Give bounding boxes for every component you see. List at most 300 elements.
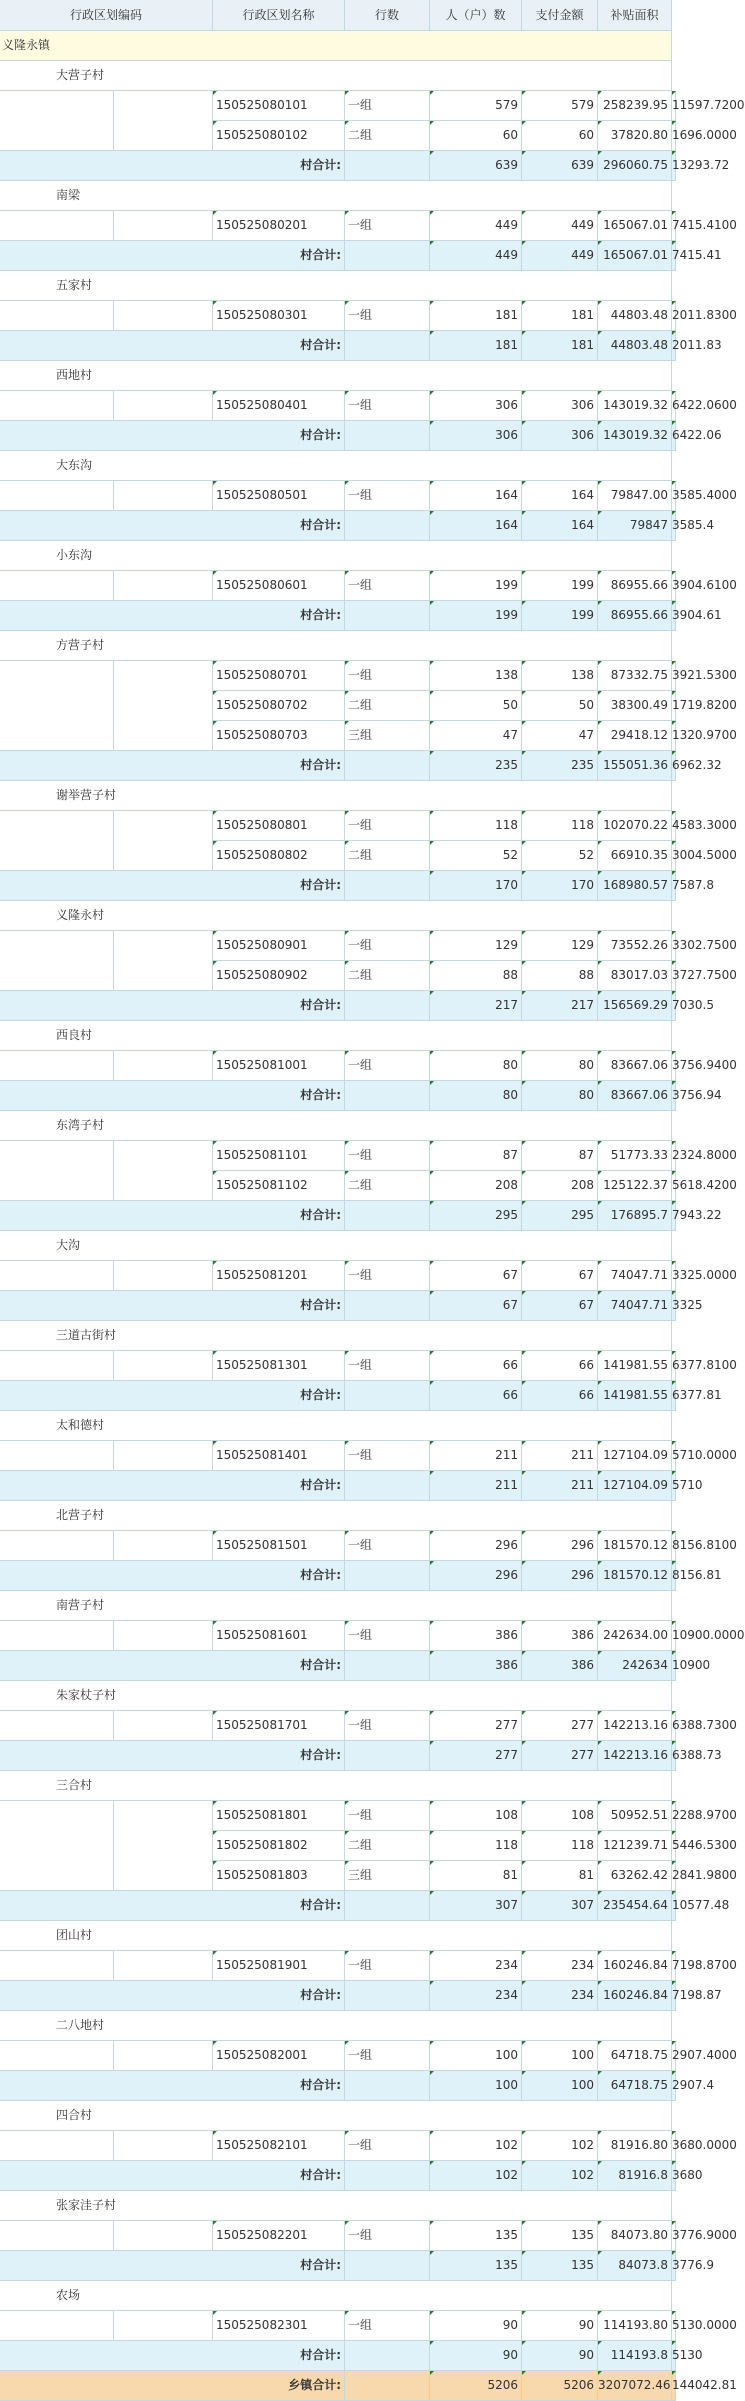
village-name: 大营子村 (0, 61, 672, 91)
subsidy-area: 3756.9400 (672, 1051, 676, 1081)
subsidy-area: 3904.6100 (672, 571, 676, 601)
subtotal-subsidy-area: 3756.94 (672, 1081, 676, 1111)
payment-amount: 86955.66 (598, 571, 672, 601)
subtotal-subsidy-area: 7415.41 (672, 241, 676, 271)
division-name: 一组 (345, 1951, 430, 1981)
village-subtotal-label: 村合计: (0, 871, 345, 901)
payment-amount: 83667.06 (598, 1051, 672, 1081)
division-name: 三组 (345, 1861, 430, 1891)
subtotal-row-count: 277 (430, 1741, 522, 1771)
blank-cell (114, 661, 213, 751)
subtotal-household-count: 277 (522, 1741, 598, 1771)
village-name: 团山村 (0, 1921, 672, 1951)
blank-cell (114, 301, 213, 331)
row-count: 118 (430, 1831, 522, 1861)
subtotal-subsidy-area: 6422.06 (672, 421, 676, 451)
subtotal-household-count: 164 (522, 511, 598, 541)
blank-cell (114, 391, 213, 421)
village-name: 大沟 (0, 1231, 672, 1261)
payment-amount: 125122.37 (598, 1171, 672, 1201)
division-code: 150525081801 (213, 1801, 345, 1831)
village-subtotal-label: 村合计: (0, 1291, 345, 1321)
village-name: 谢举营子村 (0, 781, 672, 811)
division-code: 150525080201 (213, 211, 345, 241)
subtotal-payment-amount: 81916.8 (598, 2161, 672, 2191)
subsidy-area: 8156.8100 (672, 1531, 676, 1561)
division-code: 150525080101 (213, 91, 345, 121)
row-count: 108 (430, 1801, 522, 1831)
blank-cell (0, 2041, 114, 2071)
subtotal-row-count: 102 (430, 2161, 522, 2191)
division-code: 150525080801 (213, 811, 345, 841)
row-count: 80 (430, 1051, 522, 1081)
blank-cell (0, 1441, 114, 1471)
blank-cell (0, 571, 114, 601)
division-code: 150525081901 (213, 1951, 345, 1981)
village-name: 五家村 (0, 271, 672, 301)
division-name: 一组 (345, 1711, 430, 1741)
household-count: 80 (522, 1051, 598, 1081)
village-name: 西良村 (0, 1021, 672, 1051)
blank-cell (114, 1801, 213, 1891)
subsidy-area: 11597.7200 (672, 91, 676, 121)
payment-amount: 102070.22 (598, 811, 672, 841)
row-count: 81 (430, 1861, 522, 1891)
subtotal-payment-amount: 160246.84 (598, 1981, 672, 2011)
blank-cell (114, 481, 213, 511)
division-name: 一组 (345, 2221, 430, 2251)
subtotal-subsidy-area: 3776.9 (672, 2251, 676, 2281)
blank-cell (345, 2371, 430, 2401)
subsidy-area: 3585.4000 (672, 481, 676, 511)
row-count: 277 (430, 1711, 522, 1741)
subtotal-payment-amount: 156569.29 (598, 991, 672, 1021)
household-count: 234 (522, 1951, 598, 1981)
payment-amount: 242634.00 (598, 1621, 672, 1651)
division-name: 二组 (345, 1831, 430, 1861)
subsidy-area: 3004.5000 (672, 841, 676, 871)
payment-amount: 64718.75 (598, 2041, 672, 2071)
subtotal-payment-amount: 176895.7 (598, 1201, 672, 1231)
payment-amount: 44803.48 (598, 301, 672, 331)
subsidy-area: 2841.9800 (672, 1861, 676, 1891)
subsidy-area: 2288.9700 (672, 1801, 676, 1831)
subtotal-row-count: 295 (430, 1201, 522, 1231)
row-count: 199 (430, 571, 522, 601)
town-total-label: 乡镇合计: (0, 2371, 345, 2401)
division-code: 150525080902 (213, 961, 345, 991)
subtotal-payment-amount: 168980.57 (598, 871, 672, 901)
household-count: 88 (522, 961, 598, 991)
division-name: 一组 (345, 211, 430, 241)
payment-amount: 165067.01 (598, 211, 672, 241)
village-subtotal-label: 村合计: (0, 421, 345, 451)
blank-cell (114, 1261, 213, 1291)
subtotal-row-count: 307 (430, 1891, 522, 1921)
subtotal-subsidy-area: 2011.83 (672, 331, 676, 361)
blank-cell (0, 1351, 114, 1381)
subtotal-payment-amount: 235454.64 (598, 1891, 672, 1921)
row-count: 181 (430, 301, 522, 331)
subtotal-subsidy-area: 7198.87 (672, 1981, 676, 2011)
division-name: 一组 (345, 1351, 430, 1381)
village-subtotal-label: 村合计: (0, 2341, 345, 2371)
subtotal-payment-amount: 242634 (598, 1651, 672, 1681)
blank-cell (0, 1051, 114, 1081)
household-count: 306 (522, 391, 598, 421)
village-name: 太和德村 (0, 1411, 672, 1441)
division-code: 150525080802 (213, 841, 345, 871)
subtotal-payment-amount: 114193.8 (598, 2341, 672, 2371)
village-name: 北营子村 (0, 1501, 672, 1531)
subtotal-row-count: 181 (430, 331, 522, 361)
blank-cell (114, 211, 213, 241)
subtotal-household-count: 234 (522, 1981, 598, 2011)
row-count: 90 (430, 2311, 522, 2341)
subtotal-subsidy-area: 7030.5 (672, 991, 676, 1021)
blank-cell (114, 91, 213, 151)
subsidy-area: 2324.8000 (672, 1141, 676, 1171)
subtotal-subsidy-area: 5130 (672, 2341, 676, 2371)
village-subtotal-label: 村合计: (0, 2251, 345, 2281)
subtotal-payment-amount: 155051.36 (598, 751, 672, 781)
household-count: 47 (522, 721, 598, 751)
subtotal-row-count: 234 (430, 1981, 522, 2011)
blank-cell (345, 1741, 430, 1771)
subtotal-subsidy-area: 6388.73 (672, 1741, 676, 1771)
payment-amount: 51773.33 (598, 1141, 672, 1171)
division-name: 二组 (345, 121, 430, 151)
household-count: 81 (522, 1861, 598, 1891)
blank-cell (0, 481, 114, 511)
blank-cell (345, 2071, 430, 2101)
division-name: 一组 (345, 1141, 430, 1171)
subtotal-household-count: 295 (522, 1201, 598, 1231)
blank-cell (345, 2161, 430, 2191)
blank-cell (0, 1951, 114, 1981)
subtotal-row-count: 217 (430, 991, 522, 1021)
village-name: 三道古街村 (0, 1321, 672, 1351)
subtotal-payment-amount: 84073.8 (598, 2251, 672, 2281)
blank-cell (345, 1081, 430, 1111)
subtotal-row-count: 67 (430, 1291, 522, 1321)
subtotal-household-count: 199 (522, 601, 598, 631)
blank-cell (345, 751, 430, 781)
header-payment-amount: 支付金额 (522, 0, 598, 31)
row-count: 306 (430, 391, 522, 421)
row-count: 211 (430, 1441, 522, 1471)
payment-amount: 74047.71 (598, 1261, 672, 1291)
row-count: 138 (430, 661, 522, 691)
subtotal-payment-amount: 79847 (598, 511, 672, 541)
blank-cell (345, 1291, 430, 1321)
division-code: 150525081803 (213, 1861, 345, 1891)
division-code: 150525081102 (213, 1171, 345, 1201)
blank-cell (114, 2041, 213, 2071)
payment-amount: 114193.80 (598, 2311, 672, 2341)
blank-cell (345, 2341, 430, 2371)
subsidy-area: 3727.7500 (672, 961, 676, 991)
blank-cell (345, 991, 430, 1021)
division-name: 一组 (345, 2311, 430, 2341)
blank-cell (345, 1981, 430, 2011)
subtotal-row-count: 235 (430, 751, 522, 781)
blank-cell (345, 241, 430, 271)
subtotal-row-count: 164 (430, 511, 522, 541)
division-name: 二组 (345, 1171, 430, 1201)
blank-cell (0, 2221, 114, 2251)
subtotal-household-count: 449 (522, 241, 598, 271)
blank-cell (345, 2251, 430, 2281)
row-count: 52 (430, 841, 522, 871)
village-subtotal-label: 村合计: (0, 2161, 345, 2191)
row-count: 386 (430, 1621, 522, 1651)
subtotal-subsidy-area: 8156.81 (672, 1561, 676, 1591)
subtotal-row-count: 66 (430, 1381, 522, 1411)
household-count: 579 (522, 91, 598, 121)
subsidy-area: 1719.8200 (672, 691, 676, 721)
row-count: 50 (430, 691, 522, 721)
subsidy-area: 5446.5300 (672, 1831, 676, 1861)
payment-amount: 79847.00 (598, 481, 672, 511)
village-subtotal-label: 村合计: (0, 1081, 345, 1111)
blank-cell (0, 931, 114, 991)
blank-cell (0, 1261, 114, 1291)
village-name: 四合村 (0, 2101, 672, 2131)
blank-cell (114, 1621, 213, 1651)
division-code: 150525081701 (213, 1711, 345, 1741)
division-code: 150525082201 (213, 2221, 345, 2251)
division-code: 150525081802 (213, 1831, 345, 1861)
subsidy-area: 3776.9000 (672, 2221, 676, 2251)
division-name: 二组 (345, 841, 430, 871)
division-name: 三组 (345, 721, 430, 751)
blank-cell (345, 871, 430, 901)
division-name: 一组 (345, 481, 430, 511)
subtotal-subsidy-area: 7587.8 (672, 871, 676, 901)
blank-cell (0, 2131, 114, 2161)
village-name: 西地村 (0, 361, 672, 391)
subtotal-household-count: 102 (522, 2161, 598, 2191)
division-code: 150525081601 (213, 1621, 345, 1651)
division-name: 一组 (345, 571, 430, 601)
subtotal-row-count: 306 (430, 421, 522, 451)
blank-cell (0, 1621, 114, 1651)
household-count: 67 (522, 1261, 598, 1291)
row-count: 66 (430, 1351, 522, 1381)
blank-cell (114, 1441, 213, 1471)
town-name: 义隆永镇 (0, 31, 672, 61)
household-count: 135 (522, 2221, 598, 2251)
row-count: 234 (430, 1951, 522, 1981)
blank-cell (114, 931, 213, 991)
subtotal-row-count: 296 (430, 1561, 522, 1591)
village-name: 大东沟 (0, 451, 672, 481)
blank-cell (0, 211, 114, 241)
division-name: 一组 (345, 1261, 430, 1291)
division-code: 150525081101 (213, 1141, 345, 1171)
blank-cell (0, 301, 114, 331)
subtotal-row-count: 211 (430, 1471, 522, 1501)
header-subsidy-area: 补贴面积 (598, 0, 672, 31)
village-name: 二八地村 (0, 2011, 672, 2041)
subtotal-subsidy-area: 3325 (672, 1291, 676, 1321)
subsidy-area: 7415.4100 (672, 211, 676, 241)
blank-cell (0, 1711, 114, 1741)
row-count: 88 (430, 961, 522, 991)
village-subtotal-label: 村合计: (0, 1381, 345, 1411)
subsidy-area: 7198.8700 (672, 1951, 676, 1981)
division-name: 一组 (345, 1621, 430, 1651)
payment-amount: 73552.26 (598, 931, 672, 961)
village-subtotal-label: 村合计: (0, 1651, 345, 1681)
payment-amount: 121239.71 (598, 1831, 672, 1861)
village-name: 张家洼子村 (0, 2191, 672, 2221)
subtotal-household-count: 90 (522, 2341, 598, 2371)
payment-amount: 63262.42 (598, 1861, 672, 1891)
subtotal-payment-amount: 165067.01 (598, 241, 672, 271)
household-count: 449 (522, 211, 598, 241)
subtotal-household-count: 296 (522, 1561, 598, 1591)
subtotal-subsidy-area: 5710 (672, 1471, 676, 1501)
header-row-count: 行数 (345, 0, 430, 31)
payment-amount: 141981.55 (598, 1351, 672, 1381)
subsidy-area: 1320.9700 (672, 721, 676, 751)
division-code: 150525080102 (213, 121, 345, 151)
row-count: 100 (430, 2041, 522, 2071)
subtotal-row-count: 80 (430, 1081, 522, 1111)
blank-cell (345, 1471, 430, 1501)
household-count: 100 (522, 2041, 598, 2071)
blank-cell (114, 1711, 213, 1741)
division-code: 150525081501 (213, 1531, 345, 1561)
division-code: 150525081201 (213, 1261, 345, 1291)
household-count: 199 (522, 571, 598, 601)
row-count: 47 (430, 721, 522, 751)
payment-amount: 81916.80 (598, 2131, 672, 2161)
village-subtotal-label: 村合计: (0, 1981, 345, 2011)
subtotal-household-count: 100 (522, 2071, 598, 2101)
row-count: 60 (430, 121, 522, 151)
blank-cell (345, 1201, 430, 1231)
subtotal-payment-amount: 127104.09 (598, 1471, 672, 1501)
household-count: 118 (522, 811, 598, 841)
subtotal-household-count: 170 (522, 871, 598, 901)
household-count: 102 (522, 2131, 598, 2161)
subtotal-payment-amount: 64718.75 (598, 2071, 672, 2101)
household-count: 211 (522, 1441, 598, 1471)
subtotal-payment-amount: 86955.66 (598, 601, 672, 631)
subtotal-payment-amount: 296060.75 (598, 151, 672, 181)
subsidy-area: 4583.3000 (672, 811, 676, 841)
payment-amount: 66910.35 (598, 841, 672, 871)
division-code: 150525080401 (213, 391, 345, 421)
division-code: 150525081301 (213, 1351, 345, 1381)
blank-cell (345, 151, 430, 181)
subtotal-payment-amount: 181570.12 (598, 1561, 672, 1591)
subtotal-subsidy-area: 3904.61 (672, 601, 676, 631)
subtotal-household-count: 80 (522, 1081, 598, 1111)
subsidy-area: 5710.0000 (672, 1441, 676, 1471)
subtotal-row-count: 170 (430, 871, 522, 901)
row-count: 449 (430, 211, 522, 241)
row-count: 102 (430, 2131, 522, 2161)
subsidy-area: 2011.8300 (672, 301, 676, 331)
household-count: 87 (522, 1141, 598, 1171)
division-name: 二组 (345, 961, 430, 991)
village-name: 农场 (0, 2281, 672, 2311)
subtotal-household-count: 217 (522, 991, 598, 1021)
village-name: 东湾子村 (0, 1111, 672, 1141)
subsidy-area: 3680.0000 (672, 2131, 676, 2161)
subtotal-household-count: 66 (522, 1381, 598, 1411)
division-name: 一组 (345, 931, 430, 961)
subtotal-household-count: 67 (522, 1291, 598, 1321)
payment-amount: 29418.12 (598, 721, 672, 751)
subtotal-payment-amount: 142213.16 (598, 1741, 672, 1771)
header-household-count: 人（户）数 (430, 0, 522, 31)
blank-cell (345, 1651, 430, 1681)
division-code: 150525080501 (213, 481, 345, 511)
blank-cell (0, 661, 114, 751)
blank-cell (0, 1141, 114, 1201)
village-name: 义隆永村 (0, 901, 672, 931)
household-count: 66 (522, 1351, 598, 1381)
payment-amount: 87332.75 (598, 661, 672, 691)
total-subsidy-area: 144042.81 (672, 2371, 676, 2401)
subtotal-subsidy-area: 6377.81 (672, 1381, 676, 1411)
payment-amount: 258239.95 (598, 91, 672, 121)
household-count: 60 (522, 121, 598, 151)
blank-cell (0, 811, 114, 871)
subtotal-household-count: 639 (522, 151, 598, 181)
blank-cell (345, 1561, 430, 1591)
blank-cell (345, 1891, 430, 1921)
village-name: 南梁 (0, 181, 672, 211)
payment-amount: 38300.49 (598, 691, 672, 721)
village-name: 南营子村 (0, 1591, 672, 1621)
subtotal-payment-amount: 74047.71 (598, 1291, 672, 1321)
subtotal-subsidy-area: 10900 (672, 1651, 676, 1681)
subtotal-subsidy-area: 3585.4 (672, 511, 676, 541)
payment-amount: 160246.84 (598, 1951, 672, 1981)
household-count: 164 (522, 481, 598, 511)
division-code: 150525080703 (213, 721, 345, 751)
blank-cell (0, 91, 114, 151)
blank-cell (114, 1141, 213, 1201)
subtotal-payment-amount: 83667.06 (598, 1081, 672, 1111)
division-name: 一组 (345, 1441, 430, 1471)
subtotal-subsidy-area: 3680 (672, 2161, 676, 2191)
subtotal-household-count: 211 (522, 1471, 598, 1501)
blank-cell (114, 1531, 213, 1561)
row-count: 67 (430, 1261, 522, 1291)
subsidy-area: 10900.0000 (672, 1621, 676, 1651)
division-code: 150525082001 (213, 2041, 345, 2071)
blank-cell (0, 1801, 114, 1891)
division-name: 一组 (345, 391, 430, 421)
blank-cell (114, 1951, 213, 1981)
village-subtotal-label: 村合计: (0, 751, 345, 781)
division-code: 150525082101 (213, 2131, 345, 2161)
subtotal-subsidy-area: 10577.48 (672, 1891, 676, 1921)
household-count: 138 (522, 661, 598, 691)
payment-amount: 37820.80 (598, 121, 672, 151)
blank-cell (345, 421, 430, 451)
subtotal-household-count: 135 (522, 2251, 598, 2281)
division-code: 150525081001 (213, 1051, 345, 1081)
subtotal-row-count: 135 (430, 2251, 522, 2281)
